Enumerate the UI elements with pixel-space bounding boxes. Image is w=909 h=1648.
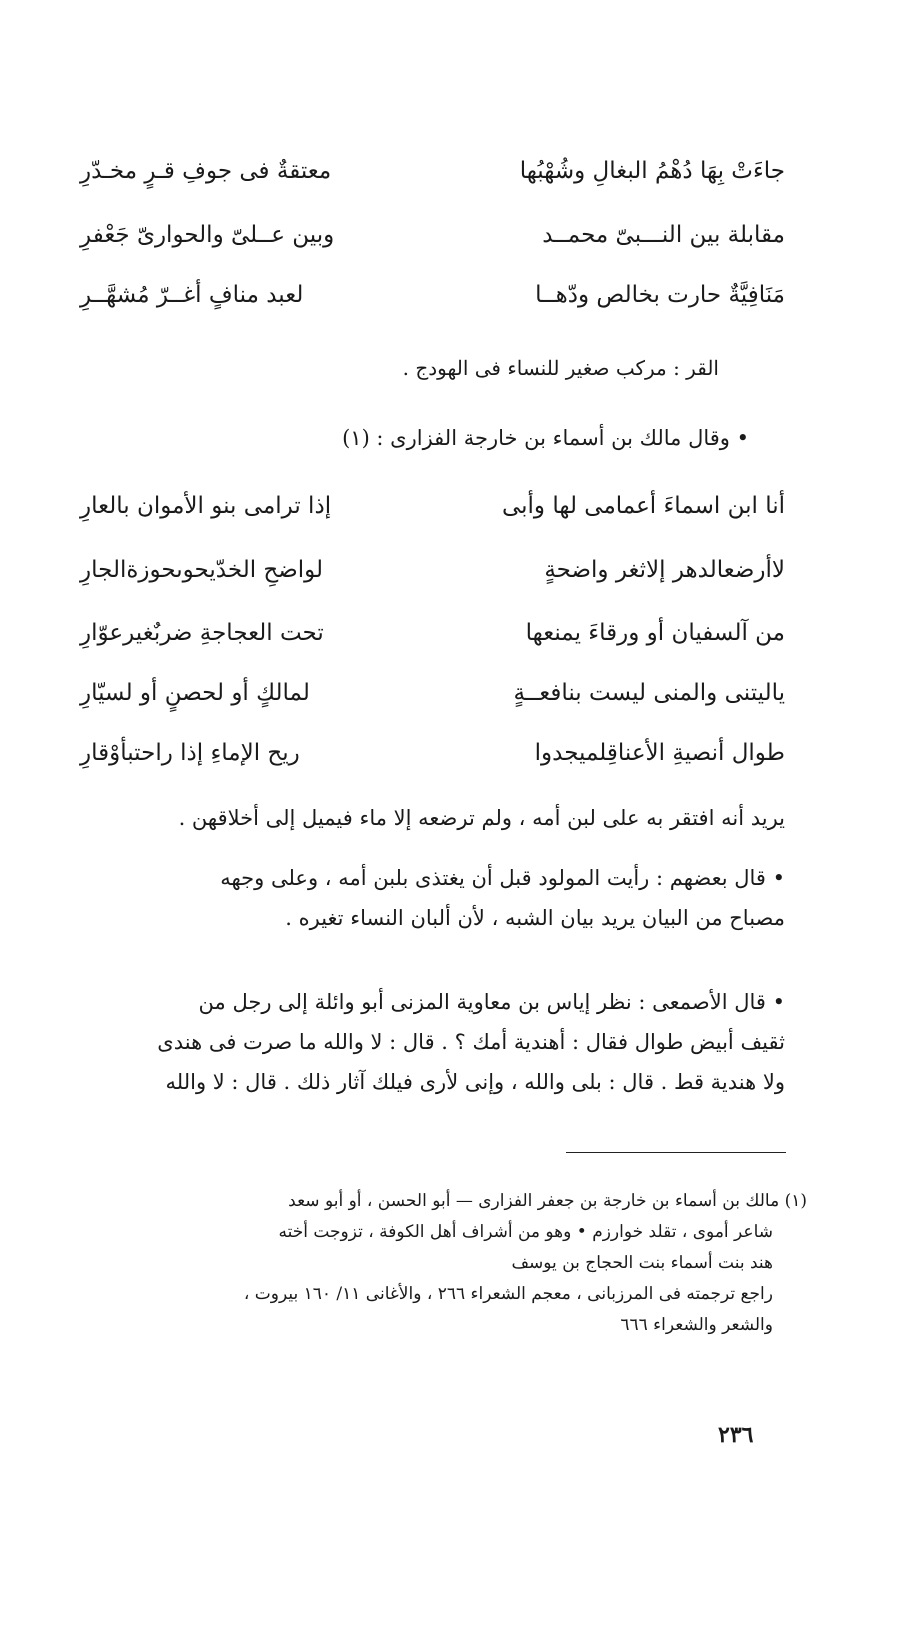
verse-line	[80, 222, 785, 248]
verse-second-hemistich: ريح الإماءِ إذا راحتبأوْقارِ	[80, 740, 300, 766]
verse-second-hemistich: لواضحِ الخدّيحوىحوزةالجارِ	[80, 557, 324, 583]
page-number: ٢٣٦	[718, 1422, 754, 1448]
verse-line	[80, 158, 785, 184]
verse-line	[80, 740, 785, 766]
paragraph-line: مصباح من البيان يريد بيان الشبه ، لأن ألبان النساء تغيره .	[285, 906, 785, 930]
gloss-note: القر : مركب صغير للنساء فى الهودج .	[402, 356, 719, 380]
explanation: يريد أنه افتقر به على لبن أمه ، ولم ترضعه إلا ماء فيميل إلى أخلاقهن .	[178, 806, 785, 830]
verse-first-hemistich: ياليتنى والمنى ليست بنافعــةٍ	[513, 680, 785, 706]
footnote-line: شاعر أموى ، تقلد خوارزم • وهو من أشراف أهل الكوفة ، تزوجت أخته	[278, 1222, 773, 1242]
verse-second-hemistich: لعبد منافٍ أغــرّ مُشهَّــرِ	[80, 282, 304, 308]
verse-first-hemistich: جاءَتْ بِهَا دُهْمُ البغالِ وشُهْبُها	[519, 158, 785, 184]
verse-second-hemistich: تحت العجاجةِ ضربٌغيرعوّارِ	[80, 620, 324, 646]
verse-line	[80, 557, 785, 583]
verse-line	[80, 680, 785, 706]
verse-second-hemistich: إذا ترامى بنو الأموان بالعارِ	[80, 493, 332, 519]
verse-first-hemistich: من آلسفيان أو ورقاءَ يمنعها	[525, 620, 785, 646]
footnote-line: والشعر والشعراء ٦٦٦	[620, 1315, 773, 1335]
paragraph-line: ولا هندية قط . قال : بلى والله ، وإنى لأرى فيلك آثار ذلك . قال : لا والله	[165, 1070, 785, 1094]
verse-first-hemistich: لاأرضعالدهر إلاثغر واضحةٍ	[544, 557, 785, 583]
footnote-line: هند بنت أسماء بنت الحجاج بن يوسف	[511, 1253, 773, 1273]
verse-first-hemistich: مقابلة بين النـــبىّ محمــد	[542, 222, 785, 248]
paragraph	[220, 858, 785, 938]
paragraph-line: • قال بعضهم : رأيت المولود قبل أن يغتذى بلبن أمه ، وعلى وجهه	[220, 866, 785, 890]
footnote-line: راجع ترجمته فى المرزبانى ، معجم الشعراء ٢٦٦ ، والأغانى ١١/ ١٦٠ بيروت ،	[243, 1284, 773, 1304]
paragraph	[157, 982, 785, 1102]
footnote-line: (١) مالك بن أسماء بن خارجة بن جعفر الفزارى — أبو الحسن ، أو أبو سعد	[288, 1191, 807, 1211]
verse-first-hemistich: مَنَافِيَّةٌ حارت بخالص ودّهــا	[535, 282, 785, 308]
section-intro: • وقال مالك بن أسماء بن خارجة الفزارى : (١)	[342, 426, 749, 450]
footnote	[244, 1186, 807, 1341]
verse-second-hemistich: لمالكٍ أو لحصنٍ أو لسيّارِ	[80, 680, 310, 706]
paragraph-line: • قال الأصمعى : نظر إياس بن معاوية المزنى أبو وائلة إلى رجل من	[198, 990, 785, 1014]
verse-second-hemistich: وبين عــلىّ والحوارىّ جَعْفرِ	[80, 222, 335, 248]
verse-first-hemistich: طوال أنصيةِ الأعناقِلميجدوا	[534, 740, 785, 766]
verse-first-hemistich: أنا ابن اسماءَ أعمامى لها وأبى	[501, 493, 785, 519]
paragraph-line: ثقيف أبيض طوال فقال : أهندية أمك ؟ . قال : لا والله ما صرت فى هندى	[157, 1030, 785, 1054]
verse-line	[80, 282, 785, 308]
verse-line	[80, 493, 785, 519]
verse-line	[80, 620, 785, 646]
footnote-divider	[566, 1152, 786, 1153]
verse-second-hemistich: معتقةٌ فى جوفِ قـرٍ مخـدّرِ	[80, 158, 332, 184]
